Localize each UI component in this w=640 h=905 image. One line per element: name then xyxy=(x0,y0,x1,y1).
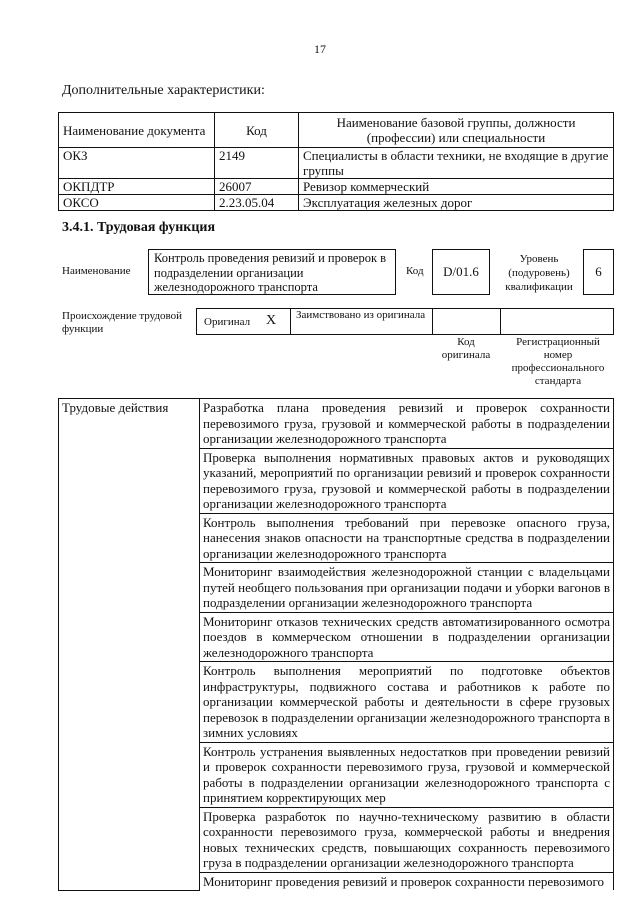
original-mark: X xyxy=(266,313,277,328)
header-group-name: Наименование базовой группы, должности (профессии) или специальности xyxy=(299,113,614,148)
original-code-caption: Код оригинала xyxy=(441,336,491,361)
labor-action-item: Разработка плана проведения ревизий и проверок сохранности перевозимого груза, грузовой и коммерческой работы в подразделении организации железнодорожного транспорта xyxy=(200,399,614,449)
labor-action-item: Контроль выполнения мероприятий по подготовке объектов инфраструктуры, подвижного состава и работников к работе по организации коммерческой работы и деятельности в сфере грузовых перевозок в подразделении организации железнодорожного транспорта в зимних условиях xyxy=(200,662,614,743)
code-cell: 26007 xyxy=(215,179,299,195)
labor-action-item: Мониторинг проведения ревизий и проверок сохранности перевозимого xyxy=(200,872,614,890)
header-code: Код xyxy=(215,113,299,148)
group-cell: Эксплуатация железных дорог xyxy=(299,195,614,211)
labor-action-item: Мониторинг отказов технических средств автоматизированного осмотра поездов в коммерческом отношении в подразделении организации железнодорожного транспорта xyxy=(200,612,614,662)
doc-cell: ОКСО xyxy=(59,195,215,211)
table-header-row xyxy=(59,113,614,148)
original-label: Оригинал xyxy=(204,316,251,328)
doc-cell: ОКЗ xyxy=(59,148,215,179)
origin-label: Происхождение трудовой функции xyxy=(62,310,183,335)
labor-action-item: Мониторинг взаимодействия железнодорожной станции с владельцами путей необщего пользования при организации подачи и уборки вагонов в подразделении организации железнодорожного транспорта xyxy=(200,563,614,613)
function-name-box: Контроль проведения ревизий и проверок в подразделении организации железнодорожного транспорта xyxy=(148,249,396,295)
borrowed-label: Заимствовано из оригинала xyxy=(296,309,426,321)
level-value-box: 6 xyxy=(583,249,614,295)
labor-actions-label: Трудовые действия xyxy=(59,399,200,891)
level-label: Уровень (подуровень) квалификации xyxy=(505,253,573,293)
section-title: 3.4.1. Трудовая функция xyxy=(62,220,216,235)
code-cell: 2149 xyxy=(215,148,299,179)
labor-actions-table xyxy=(58,398,614,891)
labor-action-item: Проверка выполнения нормативных правовых актов и руководящих указаний, мероприятий по организации ревизий и проверок сохранности перевозимого груза, грузовой и коммерческой работы в подразделении организации железнодорожного транспорта xyxy=(200,448,614,513)
name-label: Наименование xyxy=(62,265,131,277)
code-cell: 2.23.05.04 xyxy=(215,195,299,211)
registration-number-caption: Регистрационный номер профессионального стандарта xyxy=(511,336,605,387)
origin-divider xyxy=(500,308,501,335)
table-row xyxy=(59,179,614,195)
code-label: Код xyxy=(406,265,424,277)
origin-divider xyxy=(432,308,433,335)
origin-divider xyxy=(290,308,291,335)
header-doc-name: Наименование документа xyxy=(59,113,215,148)
table-row xyxy=(59,148,614,179)
extra-characteristics-title: Дополнительные характеристики: xyxy=(62,83,265,98)
group-cell: Специалисты в области техники, не входящие в другие группы xyxy=(299,148,614,179)
labor-action-item: Контроль устранения выявленных недостатков при проведении ревизий и проверок сохранности перевозимого груза, грузовой и коммерческой работы в подразделении организации железнодорожного транспорта с принятием корректирующих мер xyxy=(200,742,614,807)
group-cell: Ревизор коммерческий xyxy=(299,179,614,195)
page-number: 17 xyxy=(314,42,326,56)
doc-cell: ОКПДТР xyxy=(59,179,215,195)
labor-action-item: Проверка разработок по научно-техническому развитию в области сохранности перевозимого груза, коммерческой работы и внедрения новых технических средств, повышающих сохранность перевозимого груза в подразделении организации железнодорожного транспорта xyxy=(200,807,614,872)
table-row xyxy=(59,195,614,211)
function-code-box: D/01.6 xyxy=(432,249,490,295)
extra-characteristics-table xyxy=(58,112,614,211)
labor-action-item: Контроль выполнения требований при перевозке опасного груза, нанесения знаков опасности на транспортные средства в подразделении организации железнодорожного транспорта xyxy=(200,513,614,563)
table-row xyxy=(59,399,614,449)
